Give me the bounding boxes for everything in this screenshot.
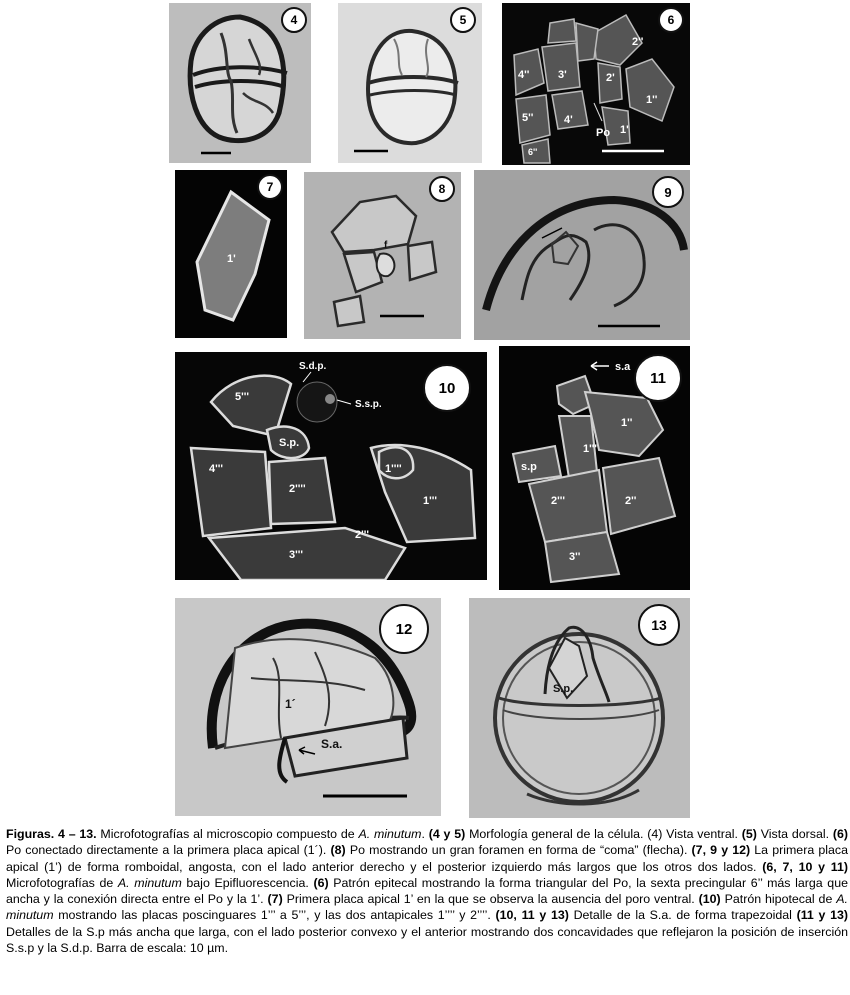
micrograph-11	[499, 346, 690, 590]
plate-label: 1'''	[423, 495, 437, 507]
panel-number-6: 6	[658, 7, 684, 33]
caption-species: A. minutum	[6, 892, 848, 923]
caption-ref: (8)	[330, 843, 346, 858]
plate-label: 4'''	[209, 463, 223, 475]
panel-number-12: 12	[379, 604, 429, 654]
caption-ref: (7, 9 y 12)	[691, 843, 751, 858]
panel-number-5: 5	[450, 7, 476, 33]
panel-number-4: 4	[281, 7, 307, 33]
s-a-label: S.a.	[321, 737, 343, 751]
s-p-label: S.p.	[279, 437, 300, 449]
caption-ref: (10)	[698, 892, 721, 907]
caption-text: Microfotografías de	[6, 875, 118, 890]
micrograph-9	[474, 170, 690, 340]
micrograph-12	[175, 598, 441, 816]
caption-text: Microfotografías al microscopio compuesto de	[96, 827, 359, 841]
caption-ref: (6)	[313, 875, 329, 890]
caption-figure-label: Figuras. 4 – 13.	[6, 827, 97, 841]
panel-number-8: 8	[429, 176, 455, 202]
plate-label: 5'''	[235, 391, 249, 403]
micrograph-10	[175, 352, 487, 580]
foramen-mark: f	[384, 240, 388, 251]
plate-label: 2'''	[355, 529, 369, 541]
panel-number-7: 7	[257, 174, 283, 200]
plate-label: 1'	[227, 253, 236, 265]
caption-ref: (5)	[741, 827, 757, 841]
figure-caption	[6, 826, 848, 956]
plate-label: 1''	[621, 417, 633, 429]
plate-label: 3''	[569, 551, 581, 563]
micrograph-6	[502, 3, 690, 165]
caption-text: .	[421, 827, 429, 841]
plate-label: 1''	[646, 94, 658, 106]
caption-text: bajo Epifluorescencia.	[181, 875, 314, 890]
plate-label: 4'	[564, 114, 573, 126]
plate-label: 2'	[606, 72, 615, 84]
micrograph-13	[469, 598, 690, 818]
plate-label: 1´	[285, 697, 296, 711]
plate-label: 1'	[620, 124, 629, 136]
caption-text: mostrando las placas poscinguares 1’’’ a 5’’’, y las dos antapicales 1’’’’ y 2’’’’.	[53, 908, 496, 923]
s-d-p-label: S.d.p.	[299, 361, 327, 372]
caption-ref: (10, 11 y 13)	[495, 908, 569, 923]
caption-text: Patrón epitecal mostrando la forma triangular del Po, la sexta precingular 6’’ más larga que ancha y la conexión directa entre el Po y la 1’.	[6, 875, 848, 907]
caption-text: Vista dorsal.	[756, 827, 833, 841]
plate-label: 2'''	[551, 495, 565, 507]
caption-text: La primera placa apical (1’) de forma romboidal, angosta, con el lado anterior derecho y el posterior izquierdo más largos que los otros dos lados.	[6, 843, 848, 874]
panel-number-13: 13	[638, 604, 680, 646]
panel-number-9: 9	[652, 176, 684, 208]
micrograph-5	[338, 3, 482, 163]
panel-number-10: 10	[423, 364, 471, 412]
caption-text: Morfología general de la célula. (4) Vista ventral.	[465, 827, 742, 841]
plate-label: 3'	[558, 69, 567, 81]
s-a-label: s.a	[615, 361, 631, 373]
s-s-p-label: S.s.p.	[355, 399, 382, 410]
caption-ref: (6, 7, 10 y 11)	[762, 859, 848, 874]
micrograph-7	[175, 170, 287, 338]
caption-ref: (7)	[267, 892, 283, 907]
micrograph-8	[304, 172, 461, 339]
micrograph-4	[169, 3, 311, 163]
caption-text: Primera placa apical 1’ en la que se observa la ausencia del poro ventral.	[282, 892, 699, 907]
caption-ref: (4 y 5)	[428, 827, 466, 841]
s-p-label: s.p	[521, 461, 537, 473]
caption-ref: (6)	[832, 827, 848, 841]
plate-label: 6''	[528, 147, 538, 157]
s-p-label: S.p.	[553, 683, 574, 695]
plate-label: 4''	[518, 69, 530, 81]
plate-label: 3'''	[289, 549, 303, 561]
pore-label: Po	[596, 127, 611, 139]
caption-species: A. minutum	[358, 827, 422, 841]
caption-text: Po conectado directamente a la primera placa apical (1´).	[6, 843, 331, 858]
plate-label: 2''''	[289, 483, 306, 495]
plate-label: 2''	[632, 36, 644, 48]
caption-text: Patrón hipotecal de	[720, 892, 837, 907]
plate-label: 5''	[522, 112, 534, 124]
caption-ref: (11 y 13)	[796, 908, 848, 923]
plate-label: 2''	[625, 495, 637, 507]
caption-text: Detalles de la S.p más ancha que larga, con el lado posterior convexo y el anterior mostrando dos concavidades que reflejaron la posición de inserción S.s.p y la S.d.p. Barra de escala: 10 µm.	[6, 924, 848, 956]
caption-text: Detalle de la S.a. de forma trapezoidal	[568, 908, 797, 923]
plate-label: 1''''	[385, 463, 402, 475]
caption-text: Po mostrando un gran foramen en forma de “coma” (flecha).	[345, 843, 692, 858]
panel-number-11: 11	[634, 354, 682, 402]
caption-species: A. minutum	[117, 875, 182, 890]
plate-label: 1'''	[583, 443, 597, 455]
